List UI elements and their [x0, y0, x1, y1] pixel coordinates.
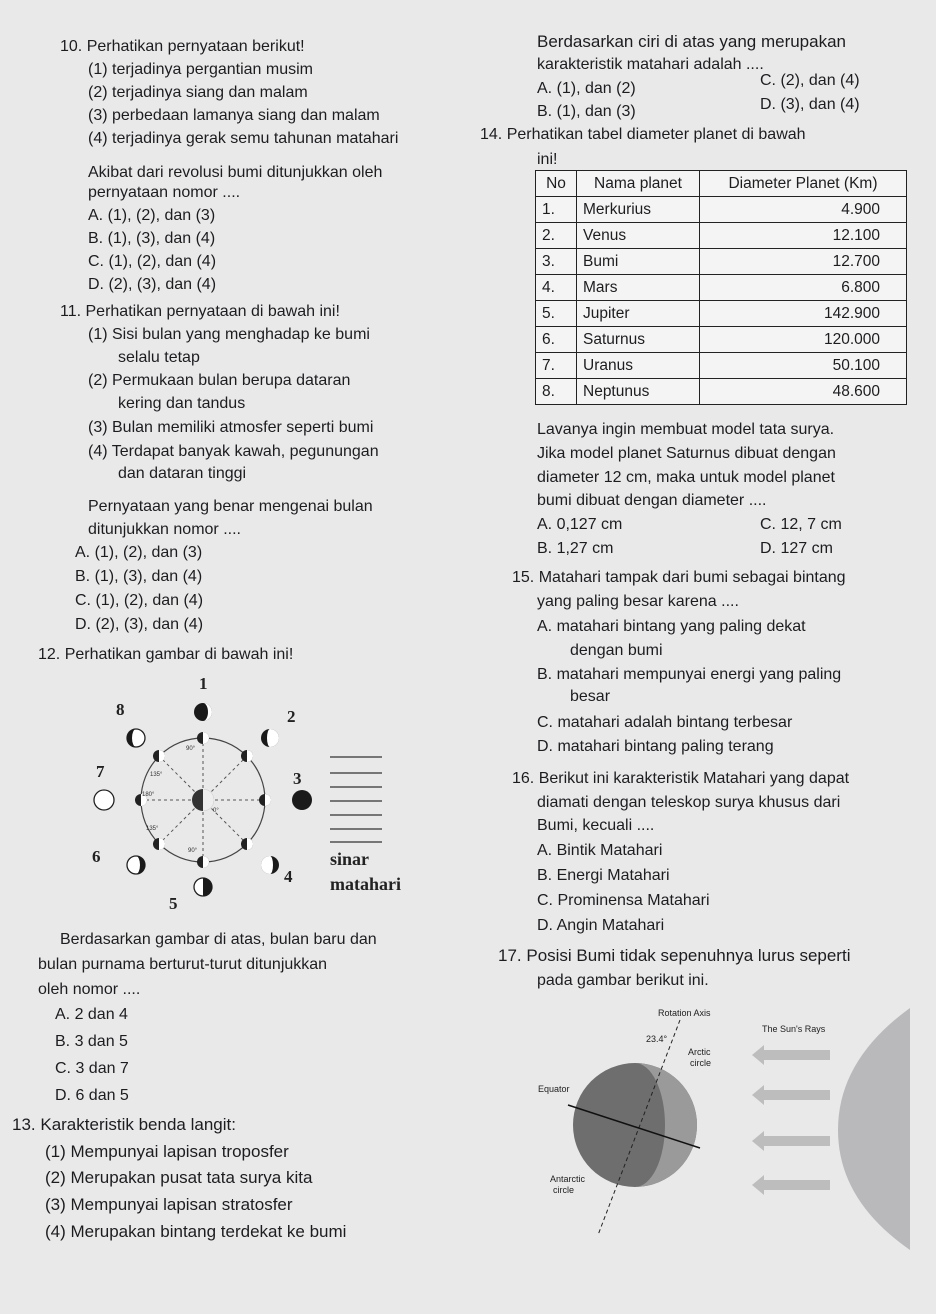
row-no: 2.	[536, 223, 577, 249]
row-diameter: 120.000	[700, 327, 907, 353]
row-planet: Uranus	[577, 353, 700, 379]
q12-option-b[interactable]: B. 3 dan 5	[55, 1033, 128, 1050]
q12-title: 12. Perhatikan gambar di bawah ini!	[38, 646, 294, 663]
row-planet: Merkurius	[577, 197, 700, 223]
deg-mark-5: 135°	[146, 826, 159, 832]
tilt-angle-label: 23.4°	[646, 1034, 668, 1044]
q16-option-a[interactable]: A. Bintik Matahari	[537, 842, 663, 859]
q12-option-d[interactable]: D. 6 dan 5	[55, 1087, 129, 1104]
equator-label: Equator	[538, 1084, 570, 1094]
row-no: 5.	[536, 301, 577, 327]
q16-line-3: Bumi, kecuali ....	[537, 817, 655, 834]
phase-number-4: 4	[284, 867, 293, 886]
row-no: 3.	[536, 249, 577, 275]
q12-prompt: Berdasarkan gambar di atas, bulan baru dan	[60, 931, 377, 948]
row-diameter: 12.100	[700, 223, 907, 249]
phase-number-1: 1	[199, 674, 208, 693]
outer-moon-2	[261, 729, 279, 747]
table-row	[536, 275, 907, 301]
q12-option-c[interactable]: C. 3 dan 7	[55, 1060, 129, 1077]
deg-mark-1: 90°	[186, 746, 196, 752]
q10-option-c[interactable]: C. (1), (2), dan (4)	[88, 253, 217, 270]
q14-option-d[interactable]: D. 127 cm	[760, 540, 833, 557]
phase-number-7: 7	[96, 762, 105, 781]
q13-option-b[interactable]: B. (1), dan (3)	[537, 103, 636, 120]
row-diameter: 142.900	[700, 301, 907, 327]
q16-line-2: diamati dengan teleskop surya khusus dari	[537, 794, 841, 811]
q13-option-d[interactable]: D. (3), dan (4)	[760, 96, 860, 113]
q13-item-2: (2) Merupakan pusat tata surya kita	[45, 1168, 313, 1187]
q10-option-b[interactable]: B. (1), (3), dan (4)	[88, 230, 216, 247]
sinar-label: sinar	[330, 849, 370, 869]
q14-option-a[interactable]: A. 0,127 cm	[537, 516, 623, 533]
planet-diameter-table	[535, 170, 907, 405]
q10-option-a[interactable]: A. (1), (2), dan (3)	[88, 207, 216, 224]
sun-rays	[752, 1045, 830, 1195]
q16-line-1: 16. Berikut ini karakteristik Matahari yang dapat	[512, 770, 850, 787]
table-row	[536, 327, 907, 353]
row-no: 6.	[536, 327, 577, 353]
full-moon-7	[94, 790, 114, 810]
row-diameter: 48.600	[700, 379, 907, 405]
q13-cont-line2: karakteristik matahari adalah ....	[537, 56, 764, 73]
q14-title: 14. Perhatikan tabel diameter planet di bawah	[480, 126, 806, 143]
q15-line-1: 15. Matahari tampak dari bumi sebagai bintang	[512, 569, 846, 586]
q10-item-2: (2) terjadinya siang dan malam	[88, 84, 308, 101]
q10-item-4: (4) terjadinya gerak semu tahunan matahari	[88, 130, 399, 147]
q10-prompt-2: pernyataan nomor ....	[88, 184, 241, 201]
q15-option-c[interactable]: C. matahari adalah bintang terbesar	[537, 714, 793, 731]
sun-rays-label: The Sun's Rays	[762, 1024, 826, 1034]
row-diameter: 6.800	[700, 275, 907, 301]
q11-title: 11. Perhatikan pernyataan di bawah ini!	[60, 303, 340, 320]
row-no: 1.	[536, 197, 577, 223]
phase-number-2: 2	[287, 707, 296, 726]
q13-cont-line1: Berdasarkan ciri di atas yang merupakan	[537, 32, 846, 51]
q11-item-3: (3) Bulan memiliki atmosfer seperti bumi	[88, 419, 374, 436]
q11-item-2-cont: kering dan tandus	[118, 395, 246, 412]
arctic-label-2: circle	[690, 1058, 712, 1068]
antarctic-label: Antarctic	[550, 1174, 586, 1184]
deg-mark-6: 90°	[188, 848, 198, 854]
table-row	[536, 197, 907, 223]
table-row	[536, 249, 907, 275]
sun-shape	[838, 1008, 910, 1250]
row-diameter: 12.700	[700, 249, 907, 275]
matahari-label: matahari	[330, 874, 401, 894]
q11-item-4: (4) Terdapat banyak kawah, pegunungan	[88, 443, 379, 460]
q12-option-a[interactable]: A. 2 dan 4	[55, 1006, 128, 1023]
phase-number-8: 8	[116, 700, 125, 719]
row-diameter: 50.100	[700, 353, 907, 379]
row-diameter: 4.900	[700, 197, 907, 223]
table-row	[536, 379, 907, 405]
q15-option-a[interactable]: A. matahari bintang yang paling dekat	[537, 618, 806, 635]
row-no: 8.	[536, 379, 577, 405]
q15-option-b-cont: besar	[570, 688, 611, 705]
row-planet: Saturnus	[577, 327, 700, 353]
q17-line-2: pada gambar berikut ini.	[537, 972, 709, 989]
q13-option-a[interactable]: A. (1), dan (2)	[537, 80, 636, 97]
row-no: 4.	[536, 275, 577, 301]
q13-item-4: (4) Merupakan bintang terdekat ke bumi	[45, 1222, 347, 1241]
q15-option-d[interactable]: D. matahari bintang paling terang	[537, 738, 774, 755]
q11-option-c[interactable]: C. (1), (2), dan (4)	[75, 592, 204, 609]
outer-moon-5	[194, 878, 212, 896]
rotation-axis-label: Rotation Axis	[658, 1008, 711, 1018]
q15-option-a-cont: dengan bumi	[570, 642, 663, 659]
q13-item-1: (1) Mempunyai lapisan troposfer	[45, 1142, 289, 1161]
q16-option-d[interactable]: D. Angin Matahari	[537, 917, 665, 934]
outer-moon-6	[127, 856, 145, 874]
deg-mark-4: 0°	[213, 808, 219, 814]
deg-mark-2: 135°	[150, 772, 163, 778]
outer-moon-3	[292, 790, 312, 810]
q15-line-2: yang paling besar karena ....	[537, 593, 739, 610]
table-row	[536, 353, 907, 379]
arctic-label: Arctic	[688, 1047, 711, 1057]
phase-number-5: 5	[169, 894, 178, 913]
q10-item-3: (3) perbedaan lamanya siang dan malam	[88, 107, 380, 124]
q11-item-2: (2) Permukaan bulan berupa dataran	[88, 372, 351, 389]
q10-option-d[interactable]: D. (2), (3), dan (4)	[88, 276, 217, 293]
outer-moon-1	[194, 703, 212, 721]
table-row	[536, 301, 907, 327]
q13-item-3: (3) Mempunyai lapisan stratosfer	[45, 1195, 293, 1214]
q14-option-c[interactable]: C. 12, 7 cm	[760, 516, 842, 533]
antarctic-label-2: circle	[553, 1185, 575, 1195]
col-header-name: Nama planet	[577, 171, 700, 197]
q10-item-1: (1) terjadinya pergantian musim	[88, 61, 313, 78]
row-planet: Jupiter	[577, 301, 700, 327]
q14-line-1: Lavanya ingin membuat model tata surya.	[537, 421, 835, 438]
q11-prompt: Pernyataan yang benar mengenai bulan	[88, 498, 373, 515]
q15-option-b[interactable]: B. matahari mempunyai energi yang paling	[537, 666, 842, 683]
q14-title-2: ini!	[537, 151, 558, 168]
outer-moon-4	[261, 856, 279, 874]
q17-line-1: 17. Posisi Bumi tidak sepenuhnya lurus seperti	[498, 946, 851, 965]
q11-item-1-cont: selalu tetap	[118, 349, 200, 366]
q14-line-3: diameter 12 cm, maka untuk model planet	[537, 469, 835, 486]
table-header-row	[536, 171, 907, 197]
q14-option-b[interactable]: B. 1,27 cm	[537, 540, 614, 557]
deg-mark-3: 180°	[142, 792, 155, 798]
outer-moon-8	[127, 729, 145, 747]
q16-option-b[interactable]: B. Energi Matahari	[537, 867, 670, 884]
row-planet: Mars	[577, 275, 700, 301]
col-header-no: No	[536, 171, 577, 197]
table-row	[536, 223, 907, 249]
q11-item-1: (1) Sisi bulan yang menghadap ke bumi	[88, 326, 370, 343]
new-moon-3	[292, 790, 312, 810]
row-no: 7.	[536, 353, 577, 379]
q11-option-a[interactable]: A. (1), (2), dan (3)	[75, 544, 203, 561]
q16-option-c[interactable]: C. Prominensa Matahari	[537, 892, 710, 909]
phase-number-6: 6	[92, 847, 101, 866]
q11-option-d[interactable]: D. (2), (3), dan (4)	[75, 616, 204, 633]
outer-moon-7	[94, 790, 114, 810]
q11-option-b[interactable]: B. (1), (3), dan (4)	[75, 568, 203, 585]
row-planet: Bumi	[577, 249, 700, 275]
earth-tilt-diagram	[520, 1000, 920, 1260]
q14-line-2: Jika model planet Saturnus dibuat dengan	[537, 445, 836, 462]
q13-title: 13. Karakteristik benda langit:	[12, 1115, 236, 1134]
q12-prompt-2: bulan purnama berturut-turut ditunjukkan	[38, 956, 328, 973]
q12-prompt-3: oleh nomor ....	[38, 981, 141, 998]
q10-title: 10. Perhatikan pernyataan berikut!	[60, 38, 305, 55]
phase-number-3: 3	[293, 769, 302, 788]
q14-line-4: bumi dibuat dengan diameter ....	[537, 492, 767, 509]
q13-option-c[interactable]: C. (2), dan (4)	[760, 72, 860, 89]
q11-item-4-cont: dan dataran tinggi	[118, 465, 247, 482]
moon-phase-diagram	[80, 670, 440, 920]
col-header-diameter: Diameter Planet (Km)	[700, 171, 907, 197]
row-planet: Neptunus	[577, 379, 700, 405]
row-planet: Venus	[577, 223, 700, 249]
q11-prompt-2: ditunjukkan nomor ....	[88, 521, 241, 538]
q10-prompt: Akibat dari revolusi bumi ditunjukkan oleh	[88, 164, 383, 181]
